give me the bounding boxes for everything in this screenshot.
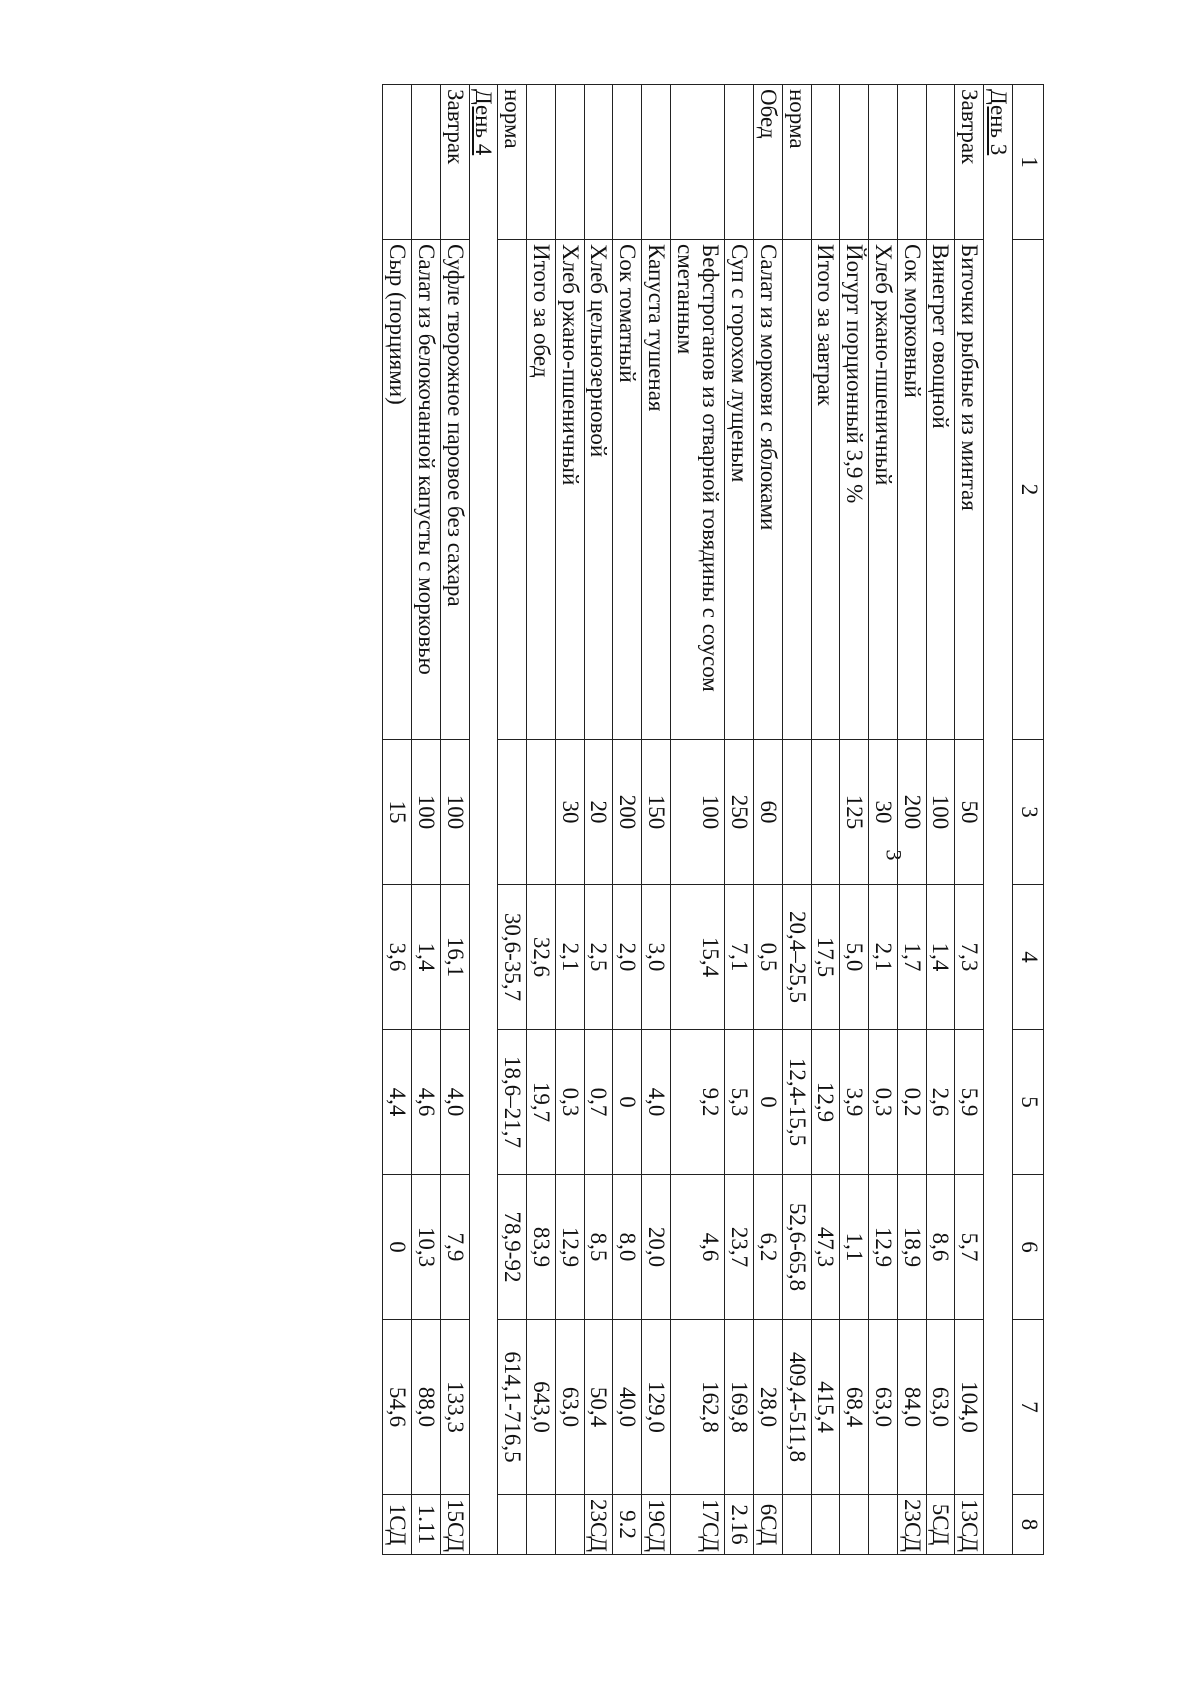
- meal-label-empty: [898, 85, 927, 240]
- dish-weight: 100: [671, 740, 726, 885]
- total-weight-empty: [811, 740, 840, 885]
- dish-protein: 1,7: [898, 885, 927, 1030]
- recipe-number: 17СД: [671, 1495, 726, 1555]
- dish-name: Йогурт порционный 3,9 %: [840, 240, 869, 740]
- norm-kcal: 409,4-511,8: [783, 1320, 812, 1495]
- table-row: [840, 85, 869, 1555]
- dish-protein: 16,1: [441, 885, 470, 1030]
- dish-name: Суфле творожное паровое без сахара: [441, 240, 470, 740]
- menu-table: [383, 84, 1045, 1555]
- total-empty: [527, 85, 556, 240]
- dish-protein: 2,5: [584, 885, 613, 1030]
- day-label: День 4: [469, 85, 498, 1555]
- dish-carbs: 10,3: [412, 1175, 441, 1320]
- norm-recipe-empty: [783, 1495, 812, 1555]
- dish-weight: 200: [898, 740, 927, 885]
- dish-carbs: 5,7: [955, 1175, 984, 1320]
- dish-protein: 1,4: [412, 885, 441, 1030]
- total-row: [527, 85, 556, 1555]
- norm-row: [783, 85, 812, 1555]
- dish-name: Суп с горохом лущеным: [725, 240, 754, 740]
- table-row: [869, 85, 898, 1555]
- meal-label-empty: [671, 85, 726, 240]
- column-number: 2: [1013, 240, 1044, 740]
- dish-carbs: 18,9: [898, 1175, 927, 1320]
- meal-label-empty: [383, 85, 412, 240]
- dish-protein: 7,3: [955, 885, 984, 1030]
- dish-weight: 30: [556, 740, 585, 885]
- norm-protein: 20,4–25,5: [783, 885, 812, 1030]
- dish-protein: 2,0: [613, 885, 642, 1030]
- norm-label: норма: [498, 85, 527, 240]
- norm-weight-empty: [783, 740, 812, 885]
- table-row: [441, 85, 470, 1555]
- meal-label-empty: [926, 85, 955, 240]
- table-row: [898, 85, 927, 1555]
- total-empty: [811, 85, 840, 240]
- dish-carbs: 8,0: [613, 1175, 642, 1320]
- table-row: [412, 85, 441, 1555]
- dish-carbs: 12,9: [556, 1175, 585, 1320]
- dish-weight: 50: [955, 740, 984, 885]
- total-row: [811, 85, 840, 1555]
- meal-label: Обед: [754, 85, 783, 240]
- dish-weight: 100: [441, 740, 470, 885]
- norm-recipe-empty: [498, 1495, 527, 1555]
- table-row: [754, 85, 783, 1555]
- column-number: 3: [1013, 740, 1044, 885]
- recipe-number: 1СД: [383, 1495, 412, 1555]
- meal-label: Завтрак: [955, 85, 984, 240]
- meal-label-empty: [725, 85, 754, 240]
- dish-fat: 0: [754, 1030, 783, 1175]
- norm-protein: 30,6-35,7: [498, 885, 527, 1030]
- dish-kcal: 84,0: [898, 1320, 927, 1495]
- table-row: [613, 85, 642, 1555]
- dish-weight: 150: [642, 740, 671, 885]
- table-row: [926, 85, 955, 1555]
- norm-carbs: 52,6-65,8: [783, 1175, 812, 1320]
- dish-weight: 60: [754, 740, 783, 885]
- recipe-number: 1.11: [412, 1495, 441, 1555]
- total-recipe-empty: [811, 1495, 840, 1555]
- dish-weight: 20: [584, 740, 613, 885]
- dish-name: Сок томатный: [613, 240, 642, 740]
- dish-kcal: 28,0: [754, 1320, 783, 1495]
- total-carbs: 83,9: [527, 1175, 556, 1320]
- dish-name: Сыр (порциями): [383, 240, 412, 740]
- norm-row: [498, 85, 527, 1555]
- dish-fat: 0: [613, 1030, 642, 1175]
- meal-label-empty: [613, 85, 642, 240]
- dish-kcal: 162,8: [671, 1320, 726, 1495]
- recipe-number: 2.16: [725, 1495, 754, 1555]
- dish-kcal: 68,4: [840, 1320, 869, 1495]
- dish-kcal: 50,4: [584, 1320, 613, 1495]
- dish-kcal: 54,6: [383, 1320, 412, 1495]
- dish-name: Хлеб ржано-пшеничный: [556, 240, 585, 740]
- dish-carbs: 7,9: [441, 1175, 470, 1320]
- norm-carbs: 78,9-92: [498, 1175, 527, 1320]
- dish-kcal: 104,0: [955, 1320, 984, 1495]
- dish-kcal: 63,0: [556, 1320, 585, 1495]
- recipe-number: [869, 1495, 898, 1555]
- dish-fat: 4,0: [642, 1030, 671, 1175]
- norm-weight-empty: [498, 740, 527, 885]
- dish-protein: 2,1: [556, 885, 585, 1030]
- total-kcal: 643,0: [527, 1320, 556, 1495]
- table-row: [383, 85, 412, 1555]
- dish-carbs: 23,7: [725, 1175, 754, 1320]
- day-header-row: [469, 85, 498, 1555]
- column-number: 7: [1013, 1320, 1044, 1495]
- table-row: [955, 85, 984, 1555]
- dish-protein: 3,6: [383, 885, 412, 1030]
- dish-name: Салат из белокочанной капусты с морковью: [412, 240, 441, 740]
- dish-weight: 125: [840, 740, 869, 885]
- dish-kcal: 133,3: [441, 1320, 470, 1495]
- dish-weight: 200: [613, 740, 642, 885]
- column-number: 8: [1013, 1495, 1044, 1555]
- dish-name: Салат из моркови с яблоками: [754, 240, 783, 740]
- norm-empty: [783, 240, 812, 740]
- recipe-number: 19СД: [642, 1495, 671, 1555]
- dish-fat: 3,9: [840, 1030, 869, 1175]
- dish-protein: 1,4: [926, 885, 955, 1030]
- dish-weight: 100: [926, 740, 955, 885]
- dish-kcal: 40,0: [613, 1320, 642, 1495]
- dish-carbs: 0: [383, 1175, 412, 1320]
- table-row: [556, 85, 585, 1555]
- meal-label-empty: [412, 85, 441, 240]
- dish-name: Бефстроганов из отварной говядины с соусом сметанным: [671, 240, 726, 740]
- total-kcal: 415,4: [811, 1320, 840, 1495]
- recipe-number: 13СД: [955, 1495, 984, 1555]
- recipe-number: 15СД: [441, 1495, 470, 1555]
- dish-fat: 0,2: [898, 1030, 927, 1175]
- dish-fat: 4,6: [412, 1030, 441, 1175]
- meal-label: Завтрак: [441, 85, 470, 240]
- dish-carbs: 8,5: [584, 1175, 613, 1320]
- dish-kcal: 63,0: [926, 1320, 955, 1495]
- meal-label-empty: [840, 85, 869, 240]
- meal-label-empty: [642, 85, 671, 240]
- dish-fat: 4,0: [441, 1030, 470, 1175]
- dish-fat: 4,4: [383, 1030, 412, 1175]
- norm-fat: 18,6–21,7: [498, 1030, 527, 1175]
- total-recipe-empty: [527, 1495, 556, 1555]
- dish-name: Винегрет овощной: [926, 240, 955, 740]
- recipe-number: 23СД: [898, 1495, 927, 1555]
- column-number: 1: [1013, 85, 1044, 240]
- meal-label-empty: [584, 85, 613, 240]
- meal-label-empty: [556, 85, 585, 240]
- dish-weight: 30: [869, 740, 898, 885]
- dish-carbs: 12,9: [869, 1175, 898, 1320]
- dish-fat: 0,3: [869, 1030, 898, 1175]
- dish-fat: 0,3: [556, 1030, 585, 1175]
- total-protein: 32,6: [527, 885, 556, 1030]
- total-label: Итого за завтрак: [811, 240, 840, 740]
- day-header-row: [984, 85, 1013, 1555]
- column-number: 6: [1013, 1175, 1044, 1320]
- dish-kcal: 63,0: [869, 1320, 898, 1495]
- dish-fat: 0,7: [584, 1030, 613, 1175]
- meal-label-empty: [869, 85, 898, 240]
- recipe-number: 6СД: [754, 1495, 783, 1555]
- dish-kcal: 169,8: [725, 1320, 754, 1495]
- dish-protein: 0,5: [754, 885, 783, 1030]
- dish-fat: 5,3: [725, 1030, 754, 1175]
- dish-protein: 5,0: [840, 885, 869, 1030]
- dish-name: Хлеб ржано-пшеничный: [869, 240, 898, 740]
- dish-name: Биточки рыбные из минтая: [955, 240, 984, 740]
- column-number: 4: [1013, 885, 1044, 1030]
- dish-protein: 7,1: [725, 885, 754, 1030]
- page-number: 3: [881, 849, 907, 861]
- total-fat: 19,7: [527, 1030, 556, 1175]
- dish-carbs: 20,0: [642, 1175, 671, 1320]
- table-row: [642, 85, 671, 1555]
- dish-name: Хлеб цельнозерновой: [584, 240, 613, 740]
- norm-kcal: 614,1-716,5: [498, 1320, 527, 1495]
- total-weight-empty: [527, 740, 556, 885]
- total-label: Итого за обед: [527, 240, 556, 740]
- dish-carbs: 4,6: [671, 1175, 726, 1320]
- rotated-table-wrapper: [164, 84, 1044, 1554]
- recipe-number: [556, 1495, 585, 1555]
- dish-weight: 250: [725, 740, 754, 885]
- dish-name: Сок морковный: [898, 240, 927, 740]
- total-fat: 12,9: [811, 1030, 840, 1175]
- dish-carbs: 8,6: [926, 1175, 955, 1320]
- dish-protein: 3,0: [642, 885, 671, 1030]
- dish-protein: 15,4: [671, 885, 726, 1030]
- dish-protein: 2,1: [869, 885, 898, 1030]
- total-protein: 17,5: [811, 885, 840, 1030]
- day-label: День 3: [984, 85, 1013, 1555]
- norm-empty: [498, 240, 527, 740]
- norm-label: норма: [783, 85, 812, 240]
- column-number-row: [1013, 85, 1044, 1555]
- dish-fat: 5,9: [955, 1030, 984, 1175]
- column-number: 5: [1013, 1030, 1044, 1175]
- dish-carbs: 6,2: [754, 1175, 783, 1320]
- dish-fat: 2,6: [926, 1030, 955, 1175]
- recipe-number: 23СД: [584, 1495, 613, 1555]
- dish-kcal: 88,0: [412, 1320, 441, 1495]
- recipe-number: [840, 1495, 869, 1555]
- norm-fat: 12,4-15,5: [783, 1030, 812, 1175]
- table-row: [725, 85, 754, 1555]
- dish-kcal: 129,0: [642, 1320, 671, 1495]
- dish-fat: 9,2: [671, 1030, 726, 1175]
- total-carbs: 47,3: [811, 1175, 840, 1320]
- dish-weight: 15: [383, 740, 412, 885]
- dish-weight: 100: [412, 740, 441, 885]
- recipe-number: 9.2: [613, 1495, 642, 1555]
- dish-carbs: 1,1: [840, 1175, 869, 1320]
- dish-name: Капуста тушеная: [642, 240, 671, 740]
- table-row: [584, 85, 613, 1555]
- recipe-number: 5СД: [926, 1495, 955, 1555]
- table-row: [671, 85, 726, 1555]
